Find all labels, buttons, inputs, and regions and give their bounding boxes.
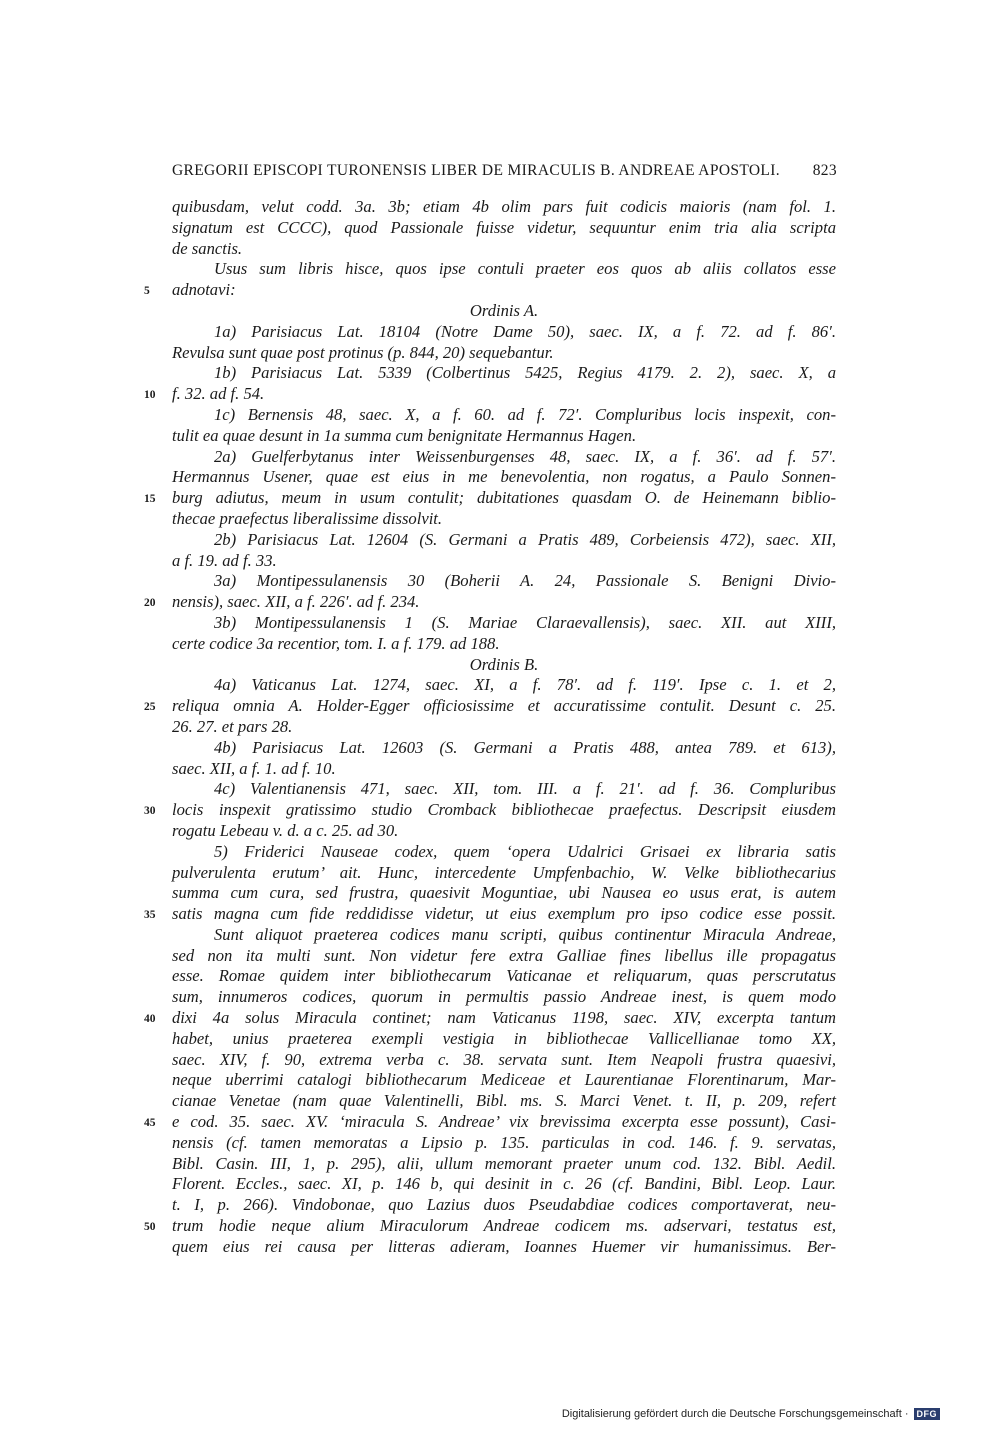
- line-text: 2a) Guelferbytanus inter Weissenburgenses 48, saec. IX, a f. 36′. ad f. 57′.: [214, 446, 836, 466]
- text-line: [172, 343, 836, 364]
- line-number: 5: [144, 285, 150, 298]
- text-line: [144, 384, 836, 405]
- text-line: [172, 1133, 836, 1154]
- text-line: [172, 634, 836, 655]
- text-line: [172, 842, 836, 863]
- line-text: esse. Romae quidem inter bibliothecarum Vaticanae et reliquarum, quas perscrutatus: [172, 966, 836, 986]
- line-text: 3b) Montipessulanensis 1 (S. Mariae Claraevallensis), saec. XII. aut XIII,: [214, 612, 836, 632]
- text-line: [172, 197, 836, 218]
- text-line: [144, 280, 836, 301]
- digitization-footer: [562, 1408, 940, 1420]
- line-text: de sanctis.: [172, 238, 243, 258]
- text-line: [172, 530, 836, 551]
- line-number: 15: [144, 493, 156, 506]
- text-line: [172, 509, 836, 530]
- line-text: 2b) Parisiacus Lat. 12604 (S. Germani a Pratis 489, Corbeiensis 472), saec. XII,: [214, 529, 836, 549]
- text-line: [144, 592, 836, 613]
- line-text: f. 32. ad f. 54.: [172, 384, 265, 404]
- text-line: [172, 946, 836, 967]
- line-text: certe codice 3a recentior, tom. I. a f. 179. ad 188.: [172, 633, 500, 653]
- section-heading: [172, 655, 836, 676]
- text-line: [144, 488, 836, 509]
- line-text: Florent. Eccles., saec. XI, p. 146 b, qui desinit in c. 26 (cf. Bandini, Bibl. Leop. Laur.: [172, 1174, 836, 1194]
- line-number: 20: [144, 597, 156, 610]
- line-text: nensis), saec. XII, a f. 226′. ad f. 234.: [172, 592, 420, 612]
- text-line: [144, 1008, 836, 1029]
- line-text: Revulsa sunt quae post protinus (p. 844, 20) sequebantur.: [172, 342, 554, 362]
- text-line: [172, 405, 836, 426]
- page-number: 823: [812, 162, 837, 179]
- line-text: quibusdam, velut codd. 3a. 3b; etiam 4b olim pars fuit codicis maioris (nam fol. 1.: [172, 197, 836, 216]
- line-text: satis magna cum fide reddidisse videtur, ut eius exemplum pro ipso codice esse possit.: [172, 904, 836, 924]
- line-text: quem eius rei causa per litteras adieram, Ioannes Huemer vir humanissimus. Ber-: [172, 1236, 836, 1256]
- text-line: [172, 1070, 836, 1091]
- text-line: [172, 717, 836, 738]
- line-text: tulit ea quae desunt in 1a summa cum benignitate Hermannus Hagen.: [172, 425, 637, 445]
- line-text: burg adiutus, meum in usum contulit; dubitationes quasdam O. de Heinemann biblio-: [172, 488, 836, 508]
- text-line: [144, 696, 836, 717]
- text-line: [172, 821, 836, 842]
- line-text: Hermannus Usener, quae est eius in me benevolentia, non rogatus, a Paulo Sonnen-: [172, 467, 836, 487]
- line-text: pulverulenta erutum’ ait. Hunc, intercedente Umpfenbachio, W. Velke bibliothecarius: [172, 862, 836, 882]
- text-line: [172, 987, 836, 1008]
- line-number: 30: [144, 805, 156, 818]
- line-text: a f. 19. ad f. 33.: [172, 550, 277, 570]
- line-text: dixi 4a solus Miracula continet; nam Vaticanus 1198, saec. XIV, excerpta tantum: [172, 1008, 836, 1028]
- line-text: trum hodie neque alium Miraculorum Andreae codicem ms. adservari, testatus est,: [172, 1216, 836, 1236]
- line-text: 5) Friderici Nauseae codex, quem ‘opera Udalrici Grisaei ex libraria satis: [214, 841, 836, 861]
- line-number: 40: [144, 1013, 156, 1026]
- section-heading: [172, 301, 836, 322]
- line-text: 1a) Parisiacus Lat. 18104 (Notre Dame 50), saec. IX, a f. 72. ad f. 86′.: [214, 321, 836, 341]
- text-line: [144, 1112, 836, 1133]
- line-text: adnotavi:: [172, 280, 236, 300]
- line-text: thecae praefectus liberalissime dissolvit.: [172, 508, 443, 528]
- text-line: [172, 883, 836, 904]
- text-line: [172, 863, 836, 884]
- line-text: 4c) Valentianensis 471, saec. XII, tom. III. a f. 21′. ad f. 36. Compluribus: [214, 779, 836, 799]
- text-line: [172, 447, 836, 468]
- line-text: 26. 27. et pars 28.: [172, 716, 293, 736]
- line-number: 35: [144, 909, 156, 922]
- page-body: [144, 197, 836, 1258]
- line-text: saec. XII, a f. 1. ad f. 10.: [172, 758, 336, 778]
- line-number: 45: [144, 1117, 156, 1130]
- line-text: 4b) Parisiacus Lat. 12603 (S. Germani a Pratis 488, antea 789. et 613),: [214, 737, 836, 757]
- text-line: [172, 239, 836, 260]
- line-text: locis inspexit gratissimo studio Cromback bibliothecae praefectus. Descripsit eiusdem: [172, 800, 836, 820]
- line-text: rogatu Lebeau v. d. a c. 25. ad 30.: [172, 820, 399, 840]
- text-line: [172, 322, 836, 343]
- line-text: e cod. 35. saec. XV. ‘miracula S. Andreae’ vix brevissima excerpta esse possunt), Casi-: [172, 1112, 836, 1132]
- text-line: [172, 1174, 836, 1195]
- text-line: [172, 551, 836, 572]
- line-text: 1b) Parisiacus Lat. 5339 (Colbertinus 5425, Regius 4179. 2. 2), saec. X, a: [214, 363, 836, 383]
- text-line: [172, 1091, 836, 1112]
- line-text: nensis (cf. tamen memoratas a Lipsio p. 135. particulas in cod. 146. f. 9. servatas,: [172, 1132, 836, 1152]
- text-line: [172, 1050, 836, 1071]
- text-line: [172, 779, 836, 800]
- line-text: Usus sum libris hisce, quos ipse contuli praeter eos quos ab aliis collatos esse: [214, 259, 836, 279]
- text-line: [172, 259, 836, 280]
- text-line: [172, 738, 836, 759]
- line-text: sed non ita multi sunt. Non videtur fere extra Galliae fines libellus ille propagatus: [172, 945, 836, 965]
- running-title: GREGORII EPISCOPI TURONENSIS LIBER DE MIRACULIS B. ANDREAE APOSTOLI.: [172, 162, 780, 179]
- text-line: [144, 800, 836, 821]
- line-text: habet, unius praeterea exempli vestigia in bibliothecae Vallicellianae tomo XX,: [172, 1028, 836, 1048]
- text-line: [172, 1154, 836, 1175]
- text-line: [172, 571, 836, 592]
- text-line: [172, 218, 836, 239]
- line-text: signatum est CCCC), quod Passionale fuisse videtur, sequuntur enim tria alia scripta: [172, 217, 836, 237]
- text-line: [172, 1237, 836, 1258]
- line-text: 4a) Vaticanus Lat. 1274, saec. XI, a f. 78′. ad f. 119′. Ipse c. 1. et 2,: [214, 675, 836, 695]
- text-line: [172, 925, 836, 946]
- line-text: 1c) Bernensis 48, saec. X, a f. 60. ad f. 72′. Compluribus locis inspexit, con-: [214, 404, 836, 424]
- line-number: 10: [144, 389, 156, 402]
- line-text: Bibl. Casin. III, 1, p. 295), alii, ullum memorant praeter unum cod. 132. Bibl. Aedil.: [172, 1153, 836, 1173]
- running-header: [172, 162, 837, 180]
- line-text: t. I, p. 266). Vindobonae, quo Lazius duos Pseudabdiae codices comportaverat, neu-: [172, 1195, 836, 1215]
- text-line: [172, 966, 836, 987]
- line-text: 3a) Montipessulanensis 30 (Boherii A. 24, Passionale S. Benigni Divio-: [214, 571, 836, 591]
- text-line: [172, 467, 836, 488]
- text-line: [172, 613, 836, 634]
- line-text: Sunt aliquot praeterea codices manu scripti, quibus continentur Miracula Andreae,: [214, 924, 836, 944]
- line-text: Ordinis A.: [469, 300, 539, 320]
- text-line: [172, 675, 836, 696]
- text-line: [144, 904, 836, 925]
- text-line: [172, 363, 836, 384]
- text-line: [144, 1216, 836, 1237]
- text-line: [172, 759, 836, 780]
- line-number: 25: [144, 701, 156, 714]
- text-line: [172, 1195, 836, 1216]
- line-text: saec. XIV, f. 90, extrema verba c. 38. servata sunt. Item Neapoli frustra quaesivi,: [172, 1049, 836, 1069]
- line-text: summa cum cura, sed frustra, quaesivit Moguntiae, ubi Nausea eo usus erat, is autem: [172, 883, 836, 903]
- line-number: 50: [144, 1221, 156, 1234]
- text-line: [172, 426, 836, 447]
- text-line: [172, 1029, 836, 1050]
- footer-text: Digitalisierung gefördert durch die Deutsche Forschungsgemeinschaft ·: [561, 1408, 909, 1420]
- line-text: sum, innumeros codices, quorum in permultis passio Andreae inest, is quem modo: [172, 987, 836, 1007]
- line-text: reliqua omnia A. Holder-Egger officiosissime et accuratissime contulit. Desunt c. 25.: [172, 696, 836, 716]
- line-text: cianae Venetae (nam quae Valentinelli, Bibl. ms. S. Marci Venet. t. II, p. 209, refert: [172, 1091, 836, 1111]
- line-text: Ordinis B.: [469, 654, 539, 674]
- dfg-logo: DFG: [914, 1408, 941, 1420]
- line-text: neque uberrimi catalogi bibliothecarum Mediceae et Laurentianae Florentinarum, Mar-: [172, 1070, 836, 1090]
